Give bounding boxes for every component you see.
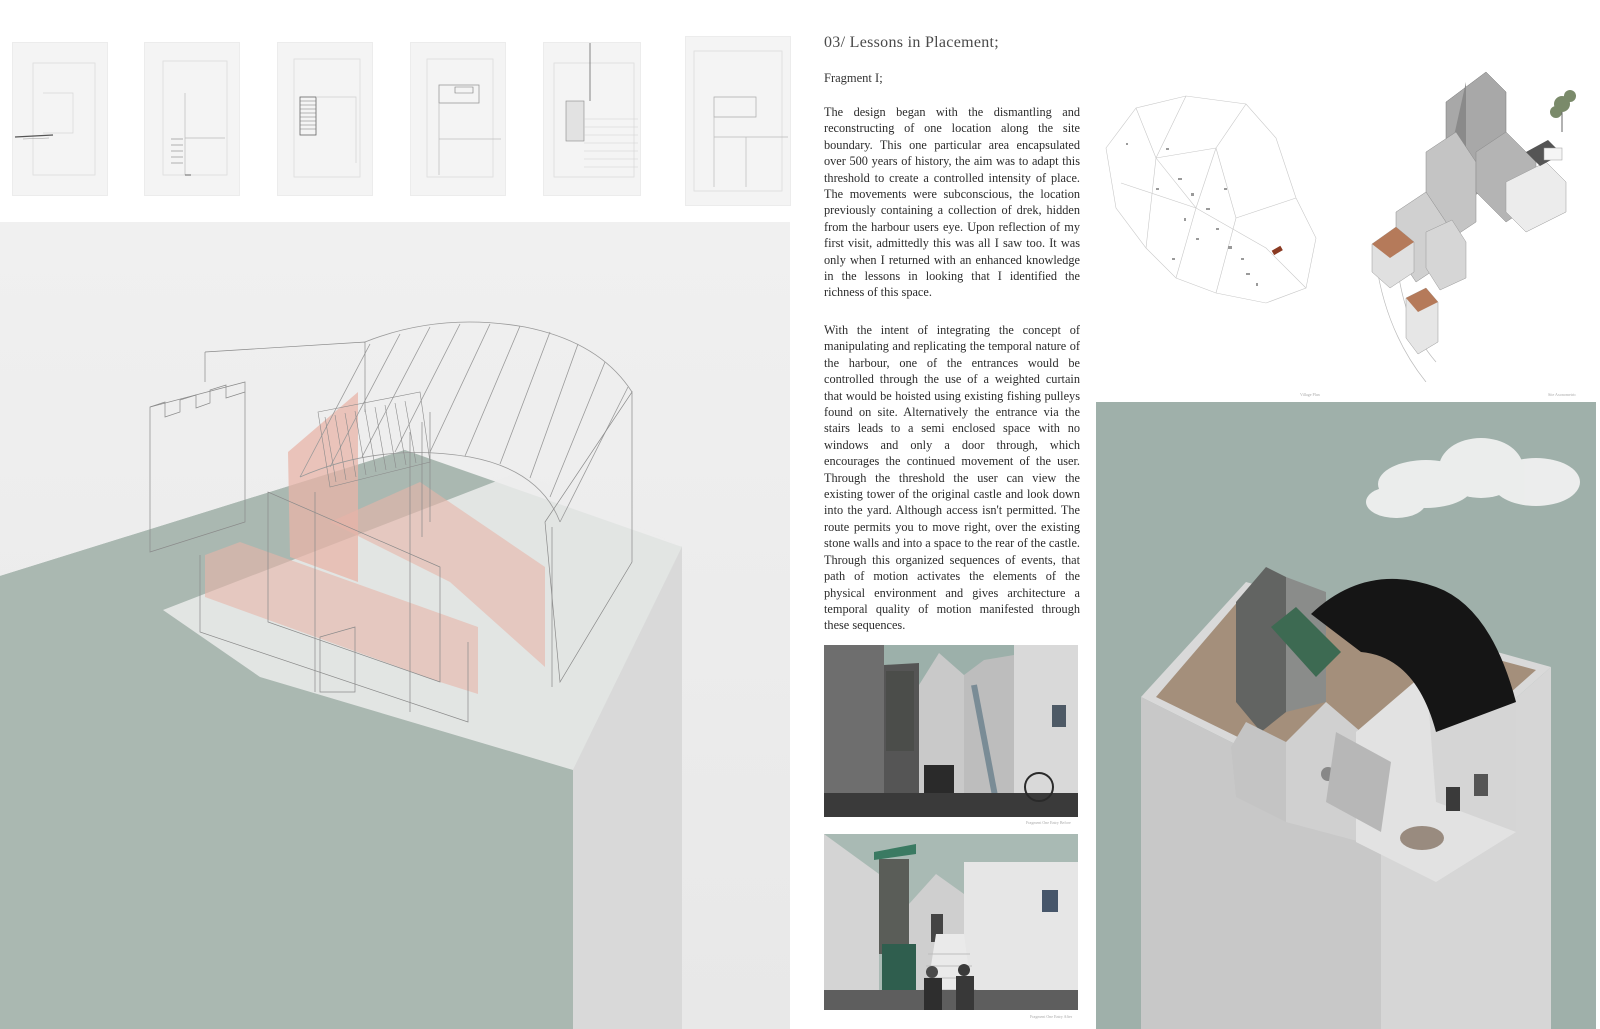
caption-photo-after: Fragment One Entry After (1030, 1014, 1073, 1019)
sequence-diagram-1 (12, 42, 108, 196)
body-paragraph-2: With the intent of integrating the concept of manipulating and replicating the temporal nature of the harbour, one of the entrances would be controlled through the use of a weighted curtain that would be hoisted using existing fishing pulleys found on site. Alternatively the entrance via the stairs leads to a semi enclosed space with no windows and only a door through, which encourages the continued movement of the user. Through the threshold the user can view the existing tower of the original castle and look down into the yard. Although access isn't permitted. The route permits you to move right, over the existing stone walls and into a space to the rear of the castle. Through this organized sequences of events, that path of motion activates the elements of the physical environment and gives architecture a temporal quality of motion manifested through these sequences. (824, 323, 1080, 633)
page-title: 03/ Lessons in Placement; (824, 34, 1000, 51)
caption-site-axonometric: Site Axonometric (1548, 392, 1577, 397)
caption-photo-before: Fragment One Entry Before (1026, 820, 1071, 825)
exploded-axonometric-drawing (0, 222, 790, 1029)
photo-entry-before (824, 645, 1078, 817)
sequence-diagram-3 (277, 42, 373, 196)
sequence-diagram-5 (543, 42, 641, 196)
body-paragraph-1: The design began with the dismantling and reconstructing of one location along the site boundary. This one particular area encapsulated over 500 years of history, the aim was to adapt this threshold to create a controlled intensity of place. The movements were subconscious, the location previously containing a collection of drek, hidden from the harbour users eye. Upon reflection of my first visit, admittedly this was all I saw too. It was only when I returned with an enhanced knowledge in the lessons in looking that I identified the richness of this space. (824, 105, 1080, 300)
rendered-axonometric-model (1096, 402, 1596, 1029)
photo-entry-after (824, 834, 1078, 1010)
fragment-label: Fragment I; (824, 71, 883, 85)
sequence-diagram-6 (685, 36, 791, 206)
sequence-diagram-4 (410, 42, 506, 196)
village-plan-map (1096, 88, 1326, 308)
sequence-diagram-2 (144, 42, 240, 196)
caption-village-plan: Village Plan (1300, 392, 1320, 397)
site-axonometric (1366, 62, 1588, 382)
